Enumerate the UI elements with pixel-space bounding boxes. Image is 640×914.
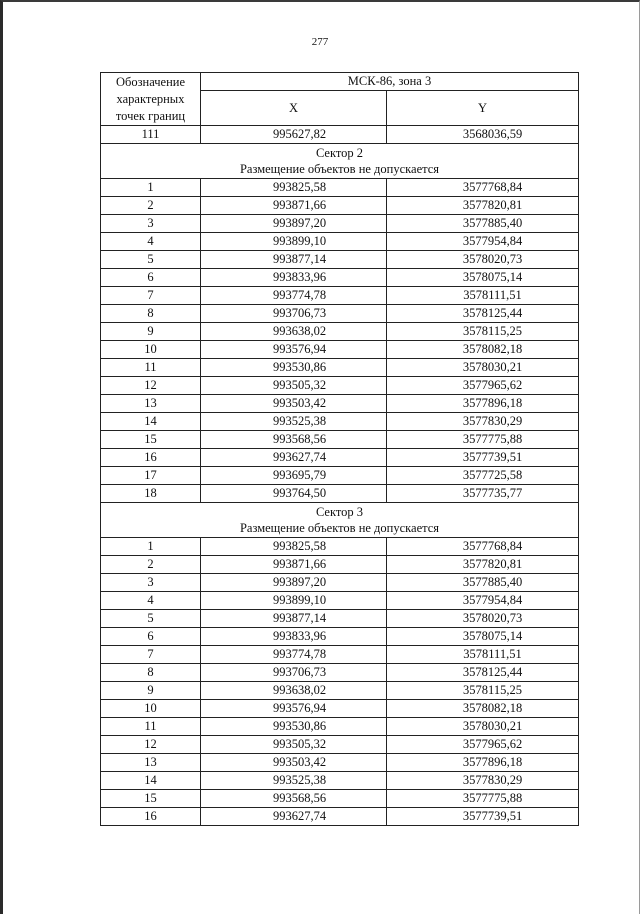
table-row <box>101 610 579 628</box>
point-number-cell: 4 <box>101 592 201 610</box>
section-header-row <box>101 144 579 179</box>
table-row <box>101 179 579 197</box>
table-row <box>101 754 579 772</box>
section-header-row <box>101 503 579 538</box>
x-coordinate-cell: 993627,74 <box>201 808 387 826</box>
table-row <box>101 700 579 718</box>
table-row <box>101 287 579 305</box>
point-number-cell: 14 <box>101 413 201 431</box>
y-coordinate-cell: 3577820,81 <box>387 197 579 215</box>
y-coordinate-cell: 3577885,40 <box>387 215 579 233</box>
y-coordinate-cell: 3577739,51 <box>387 808 579 826</box>
x-coordinate-cell: 993525,38 <box>201 772 387 790</box>
y-coordinate-cell: 3577830,29 <box>387 413 579 431</box>
x-coordinate-cell: 993576,94 <box>201 341 387 359</box>
y-coordinate-cell: 3578020,73 <box>387 610 579 628</box>
x-coordinate-cell: 993706,73 <box>201 664 387 682</box>
point-number-cell: 1 <box>101 538 201 556</box>
point-number-cell: 9 <box>101 323 201 341</box>
x-coordinate-cell: 993530,86 <box>201 718 387 736</box>
y-coordinate-cell: 3577775,88 <box>387 790 579 808</box>
x-coordinate-cell: 993833,96 <box>201 628 387 646</box>
table-row <box>101 538 579 556</box>
x-coordinate-cell: 993503,42 <box>201 395 387 413</box>
header-y: Y <box>387 91 579 126</box>
y-coordinate-cell: 3577739,51 <box>387 449 579 467</box>
coordinates-table <box>100 72 579 826</box>
point-number-cell: 13 <box>101 395 201 413</box>
y-coordinate-cell: 3578030,21 <box>387 718 579 736</box>
y-coordinate-cell: 3577725,58 <box>387 467 579 485</box>
x-coordinate-cell: 993774,78 <box>201 646 387 664</box>
table-row <box>101 485 579 503</box>
table-row <box>101 664 579 682</box>
table-row <box>101 341 579 359</box>
x-coordinate-cell: 993568,56 <box>201 431 387 449</box>
x-coordinate-cell: 993877,14 <box>201 610 387 628</box>
y-coordinate-cell: 3577954,84 <box>387 592 579 610</box>
table-row <box>101 377 579 395</box>
y-coordinate-cell: 3568036,59 <box>387 126 579 144</box>
table-row <box>101 646 579 664</box>
x-coordinate-cell: 993877,14 <box>201 251 387 269</box>
table-row <box>101 233 579 251</box>
point-number-cell: 10 <box>101 341 201 359</box>
header-coordinate-system: МСК-86, зона 3 <box>201 73 579 91</box>
point-number-cell: 7 <box>101 287 201 305</box>
x-coordinate-cell: 993897,20 <box>201 215 387 233</box>
section-header <box>101 144 579 179</box>
x-coordinate-cell: 993871,66 <box>201 197 387 215</box>
coordinates-table-body <box>101 73 579 826</box>
x-coordinate-cell: 993525,38 <box>201 413 387 431</box>
y-coordinate-cell: 3578082,18 <box>387 700 579 718</box>
table-row <box>101 359 579 377</box>
x-coordinate-cell: 993871,66 <box>201 556 387 574</box>
y-coordinate-cell: 3578020,73 <box>387 251 579 269</box>
y-coordinate-cell: 3577830,29 <box>387 772 579 790</box>
point-number-cell: 15 <box>101 431 201 449</box>
x-coordinate-cell: 993774,78 <box>201 287 387 305</box>
x-coordinate-cell: 993897,20 <box>201 574 387 592</box>
y-coordinate-cell: 3578030,21 <box>387 359 579 377</box>
y-coordinate-cell: 3578115,25 <box>387 682 579 700</box>
point-number-cell: 9 <box>101 682 201 700</box>
point-number-cell: 2 <box>101 197 201 215</box>
point-number-cell: 5 <box>101 251 201 269</box>
x-coordinate-cell: 993638,02 <box>201 682 387 700</box>
section-note: Размещение объектов не допускается <box>239 521 440 535</box>
point-number-cell: 16 <box>101 808 201 826</box>
point-number-cell: 2 <box>101 556 201 574</box>
point-number-cell: 14 <box>101 772 201 790</box>
y-coordinate-cell: 3577965,62 <box>387 736 579 754</box>
table-row <box>101 556 579 574</box>
y-coordinate-cell: 3577954,84 <box>387 233 579 251</box>
table-row <box>101 413 579 431</box>
point-number-cell: 12 <box>101 736 201 754</box>
y-coordinate-cell: 3577896,18 <box>387 395 579 413</box>
y-coordinate-cell: 3577775,88 <box>387 431 579 449</box>
y-coordinate-cell: 3578082,18 <box>387 341 579 359</box>
table-row <box>101 197 579 215</box>
x-coordinate-cell: 993505,32 <box>201 736 387 754</box>
y-coordinate-cell: 3577885,40 <box>387 574 579 592</box>
header-point-designation: Обозначение характерных точек границ <box>101 73 201 126</box>
point-number-cell: 17 <box>101 467 201 485</box>
point-number-cell: 11 <box>101 359 201 377</box>
x-coordinate-cell: 993899,10 <box>201 592 387 610</box>
table-row <box>101 449 579 467</box>
point-number-cell: 10 <box>101 700 201 718</box>
section-header <box>101 503 579 538</box>
point-number-cell: 11 <box>101 718 201 736</box>
table-row <box>101 323 579 341</box>
table-row <box>101 467 579 485</box>
table-row <box>101 395 579 413</box>
x-coordinate-cell: 993530,86 <box>201 359 387 377</box>
x-coordinate-cell: 993764,50 <box>201 485 387 503</box>
point-number-cell: 8 <box>101 305 201 323</box>
point-number-cell: 111 <box>101 126 201 144</box>
point-number-cell: 15 <box>101 790 201 808</box>
y-coordinate-cell: 3577768,84 <box>387 538 579 556</box>
point-number-cell: 4 <box>101 233 201 251</box>
table-row <box>101 808 579 826</box>
x-coordinate-cell: 993576,94 <box>201 700 387 718</box>
y-coordinate-cell: 3577820,81 <box>387 556 579 574</box>
x-coordinate-cell: 993627,74 <box>201 449 387 467</box>
section-title: Сектор 2 <box>315 146 364 160</box>
table-row <box>101 251 579 269</box>
x-coordinate-cell: 993638,02 <box>201 323 387 341</box>
table-row <box>101 592 579 610</box>
y-coordinate-cell: 3577965,62 <box>387 377 579 395</box>
table-row <box>101 682 579 700</box>
y-coordinate-cell: 3578115,25 <box>387 323 579 341</box>
point-number-cell: 6 <box>101 269 201 287</box>
x-coordinate-cell: 993695,79 <box>201 467 387 485</box>
x-coordinate-cell: 993503,42 <box>201 754 387 772</box>
y-coordinate-cell: 3578111,51 <box>387 287 579 305</box>
x-coordinate-cell: 993706,73 <box>201 305 387 323</box>
section-title: Сектор 3 <box>315 505 364 519</box>
y-coordinate-cell: 3577768,84 <box>387 179 579 197</box>
point-number-cell: 5 <box>101 610 201 628</box>
table-row <box>101 126 579 144</box>
table-row <box>101 718 579 736</box>
table-row <box>101 790 579 808</box>
point-number-cell: 6 <box>101 628 201 646</box>
table-row <box>101 574 579 592</box>
point-number-cell: 13 <box>101 754 201 772</box>
table-row <box>101 215 579 233</box>
x-coordinate-cell: 993833,96 <box>201 269 387 287</box>
table-row <box>101 431 579 449</box>
y-coordinate-cell: 3578075,14 <box>387 269 579 287</box>
x-coordinate-cell: 993568,56 <box>201 790 387 808</box>
table-row <box>101 305 579 323</box>
section-note: Размещение объектов не допускается <box>239 162 440 176</box>
page-number: 277 <box>311 36 329 48</box>
header-row-system <box>101 73 579 91</box>
point-number-cell: 16 <box>101 449 201 467</box>
point-number-cell: 18 <box>101 485 201 503</box>
table-row <box>101 269 579 287</box>
point-number-cell: 3 <box>101 215 201 233</box>
table-row <box>101 772 579 790</box>
y-coordinate-cell: 3578111,51 <box>387 646 579 664</box>
x-coordinate-cell: 993505,32 <box>201 377 387 395</box>
x-coordinate-cell: 993825,58 <box>201 179 387 197</box>
point-number-cell: 1 <box>101 179 201 197</box>
point-number-cell: 7 <box>101 646 201 664</box>
y-coordinate-cell: 3578125,44 <box>387 305 579 323</box>
header-x: X <box>201 91 387 126</box>
point-number-cell: 8 <box>101 664 201 682</box>
y-coordinate-cell: 3577896,18 <box>387 754 579 772</box>
y-coordinate-cell: 3577735,77 <box>387 485 579 503</box>
point-number-cell: 3 <box>101 574 201 592</box>
y-coordinate-cell: 3578125,44 <box>387 664 579 682</box>
x-coordinate-cell: 993899,10 <box>201 233 387 251</box>
table-row <box>101 628 579 646</box>
y-coordinate-cell: 3578075,14 <box>387 628 579 646</box>
x-coordinate-cell: 995627,82 <box>201 126 387 144</box>
x-coordinate-cell: 993825,58 <box>201 538 387 556</box>
point-number-cell: 12 <box>101 377 201 395</box>
table-row <box>101 736 579 754</box>
